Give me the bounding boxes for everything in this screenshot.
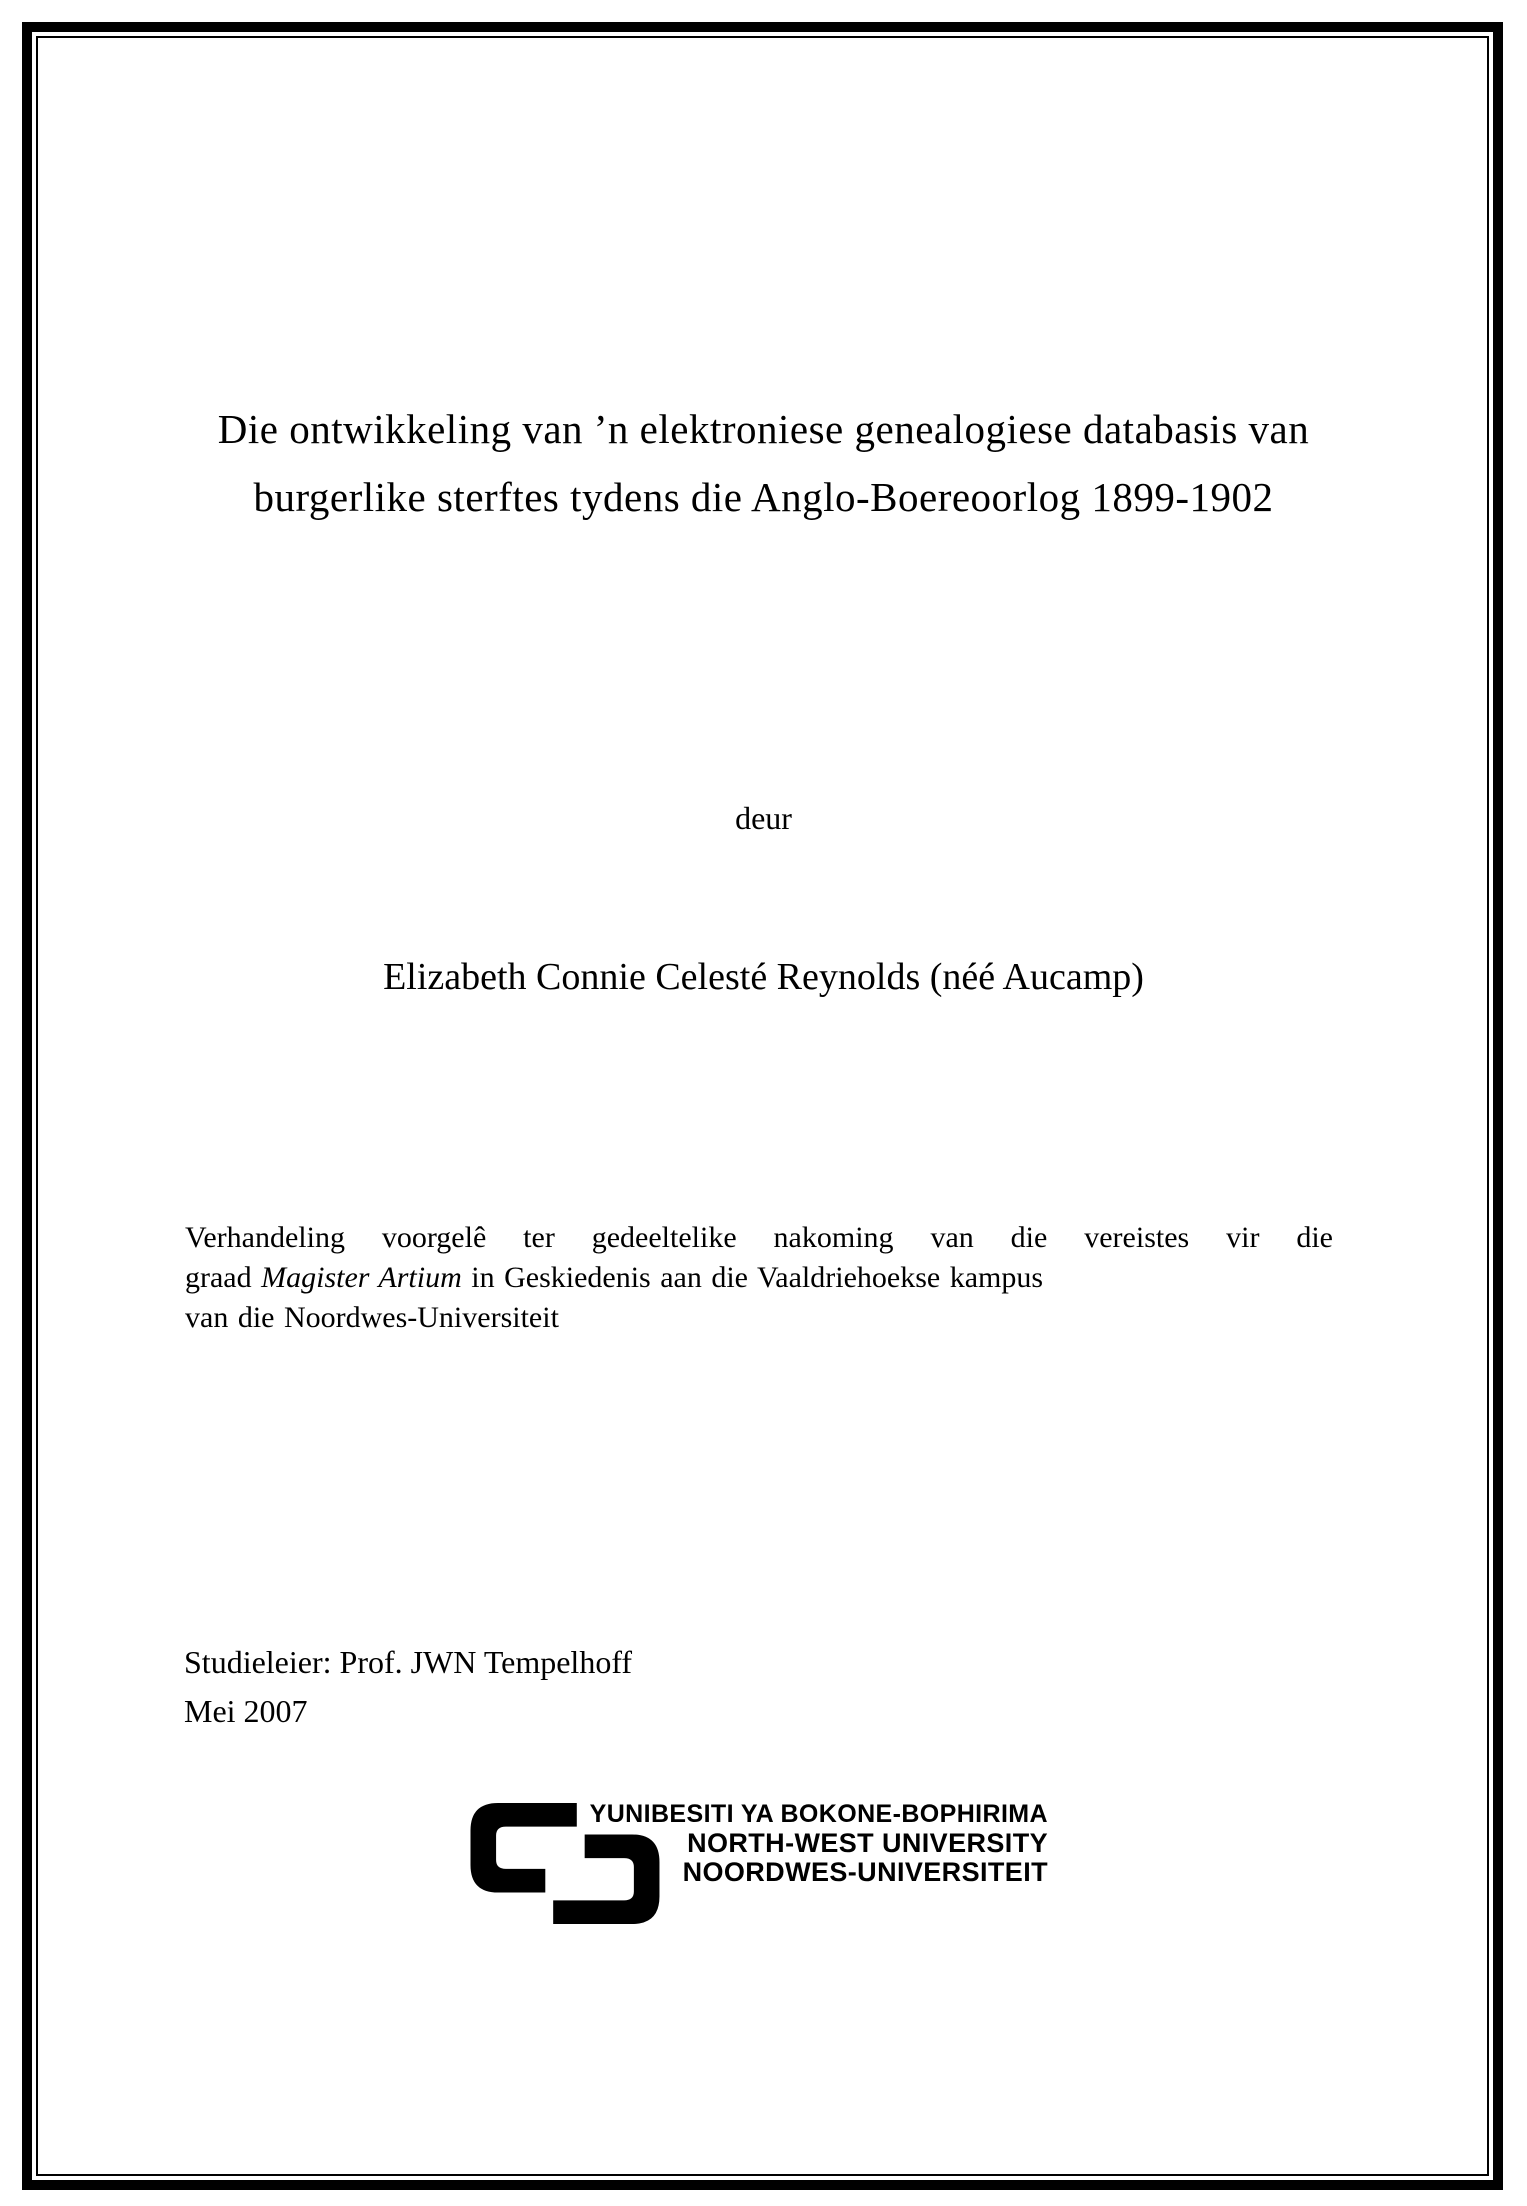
degree-name-italic: Magister Artium xyxy=(261,1261,462,1294)
supervisor-block xyxy=(184,1638,632,1736)
byline: deur xyxy=(735,800,792,836)
thesis-statement xyxy=(185,1218,1333,1338)
university-name-afrikaans: NOORDWES-UNIVERSITEIT xyxy=(682,1857,1048,1887)
date-line: Mei 2007 xyxy=(184,1693,308,1729)
statement-text: graad xyxy=(185,1261,262,1294)
university-name-setswana: YUNIBESITI YA BOKONE-BOPHIRIMA xyxy=(589,1800,1048,1828)
thesis-statement-line-1: Verhandeling voorgelê ter gedeeltelike nakoming van die vereistes vir die xyxy=(185,1221,1333,1254)
page-title-line-2: burgerlike sterftes tydens die Anglo-Boereoorlog 1899-1902 xyxy=(253,474,1274,520)
author-name: Elizabeth Connie Celesté Reynolds (néé Aucamp) xyxy=(383,956,1144,998)
university-name-english: NORTH-WEST UNIVERSITY xyxy=(687,1828,1048,1858)
supervisor-line: Studieleier: Prof. JWN Tempelhoff xyxy=(184,1644,633,1680)
thesis-statement-line-3: van die Noordwes-Universiteit xyxy=(185,1301,559,1334)
university-logo-text xyxy=(590,1800,1048,1887)
page-title xyxy=(0,395,1527,531)
page-title-line-1: Die ontwikkeling van ’n elektroniese genealogiese databasis van xyxy=(217,406,1310,452)
thesis-statement-line-2 xyxy=(185,1258,1333,1298)
statement-text: in Geskiedenis aan die Vaaldriehoekse kampus xyxy=(461,1261,1044,1294)
